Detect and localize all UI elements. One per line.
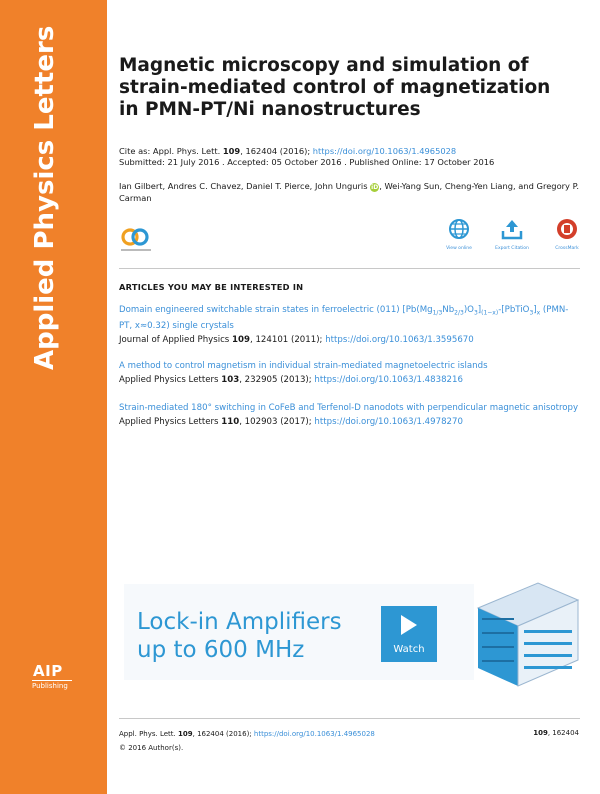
instrument-rack-image bbox=[468, 578, 586, 688]
journal-volume: 103 bbox=[221, 374, 240, 385]
related-article-citation bbox=[119, 334, 579, 348]
logo-divider bbox=[32, 680, 72, 681]
ad-headline[interactable] bbox=[137, 608, 342, 664]
footer-right-volume: 109 bbox=[533, 729, 548, 737]
footer-volume: 109 bbox=[178, 730, 193, 738]
section-divider bbox=[119, 268, 580, 269]
doi-link[interactable]: https://doi.org/10.1063/1.3595670 bbox=[325, 334, 474, 345]
crossmark-icon bbox=[556, 218, 578, 240]
doi-link[interactable]: https://doi.org/10.1063/1.4978270 bbox=[314, 416, 463, 427]
cite-volume: 109 bbox=[222, 146, 241, 156]
tool-label: Export Citation bbox=[495, 246, 529, 251]
journal-name: Journal of Applied Physics bbox=[119, 334, 233, 345]
journal-ref: , 232905 (2013); bbox=[239, 374, 315, 385]
doi-link[interactable]: https://doi.org/10.1063/1.4965028 bbox=[312, 146, 457, 156]
journal-name: Applied Physics Letters bbox=[119, 374, 222, 385]
doi-link[interactable]: https://doi.org/10.1063/1.4838216 bbox=[314, 374, 463, 385]
footer-cite-suffix: , 162404 (2016); bbox=[192, 730, 254, 738]
journal-ref: , 124101 (2011); bbox=[249, 334, 326, 345]
journal-volume: 109 bbox=[232, 334, 250, 345]
journal-volume: 110 bbox=[221, 416, 240, 427]
play-icon bbox=[401, 615, 417, 635]
publishing-connect-icon[interactable] bbox=[119, 224, 153, 254]
view-online-button[interactable] bbox=[439, 218, 479, 251]
authors-part1: Ian Gilbert, Andres C. Chavez, Daniel T. Pierce, John Unguris bbox=[119, 181, 368, 191]
related-article bbox=[119, 402, 579, 429]
related-article-title[interactable]: Strain-mediated 180° switching in CoFeB and Terfenol-D nanodots with perpendicular magnetic anisotropy bbox=[119, 403, 579, 413]
related-article-citation bbox=[119, 374, 579, 388]
related-article bbox=[119, 304, 579, 347]
aip-logo-subtext: Publishing bbox=[32, 682, 68, 690]
journal-ref: , 102903 (2017); bbox=[239, 416, 315, 427]
footer-divider bbox=[119, 718, 580, 719]
related-articles-heading: ARTICLES YOU MAY BE INTERESTED IN bbox=[119, 282, 304, 292]
citation-block bbox=[119, 146, 579, 168]
journal-title: Applied Physics Letters bbox=[30, 25, 60, 370]
tool-label: View online bbox=[446, 246, 472, 251]
footer-page-ref bbox=[533, 729, 579, 737]
author-list bbox=[119, 180, 579, 204]
orcid-icon[interactable]: iD bbox=[371, 184, 379, 191]
paper-title: Magnetic microscopy and simulation of strain-mediated control of magnetization in PMN-PT/Ni nanostructures bbox=[119, 55, 551, 120]
watch-label: Watch bbox=[393, 644, 425, 655]
copyright-notice: © 2016 Author(s). bbox=[119, 744, 184, 752]
submission-dates: Submitted: 21 July 2016 . Accepted: 05 October 2016 . Published Online: 17 October 2016 bbox=[119, 157, 495, 167]
footer-cite-prefix: Appl. Phys. Lett. bbox=[119, 730, 178, 738]
related-article-title[interactable]: A method to control magnetism in individual strain-mediated magnetoelectric islands bbox=[119, 361, 488, 371]
footer-citation bbox=[119, 729, 579, 739]
authors-part2: , Wei-Yang Sun, Cheng-Yen Liang, and Gregory P. Carman bbox=[119, 181, 579, 203]
journal-name: Applied Physics Letters bbox=[119, 416, 222, 427]
footer-doi-link[interactable]: https://doi.org/10.1063/1.4965028 bbox=[253, 730, 375, 738]
globe-icon bbox=[448, 218, 470, 240]
footer-right-page: , 162404 bbox=[547, 729, 579, 737]
crossmark-button[interactable] bbox=[547, 218, 587, 251]
related-article bbox=[119, 360, 579, 387]
ad-line-1: Lock-in Amplifiers bbox=[137, 609, 342, 635]
citation-line bbox=[119, 146, 579, 157]
related-article-citation bbox=[119, 416, 579, 430]
export-icon bbox=[500, 218, 524, 240]
journal-sidebar bbox=[0, 0, 107, 794]
cite-suffix: , 162404 (2016); bbox=[240, 146, 313, 156]
aip-publishing-logo[interactable] bbox=[30, 658, 74, 702]
related-article-title[interactable]: Domain engineered switchable strain states in ferroelectric (011) $[Pb(Mg_{1/3}Nb_{2/3})O_3]_{(1-x)}-[PbTiO_3]_x$ (PMN-PT, x≈0.32) single crystals bbox=[119, 305, 569, 332]
tool-label: CrossMark bbox=[555, 246, 579, 251]
aip-logo-text: AIP bbox=[33, 662, 63, 680]
ad-line-2: up to 600 MHz bbox=[137, 637, 305, 663]
export-citation-button[interactable] bbox=[492, 218, 532, 251]
watch-button[interactable] bbox=[381, 606, 437, 662]
cite-prefix: Cite as: Appl. Phys. Lett. bbox=[119, 146, 223, 156]
